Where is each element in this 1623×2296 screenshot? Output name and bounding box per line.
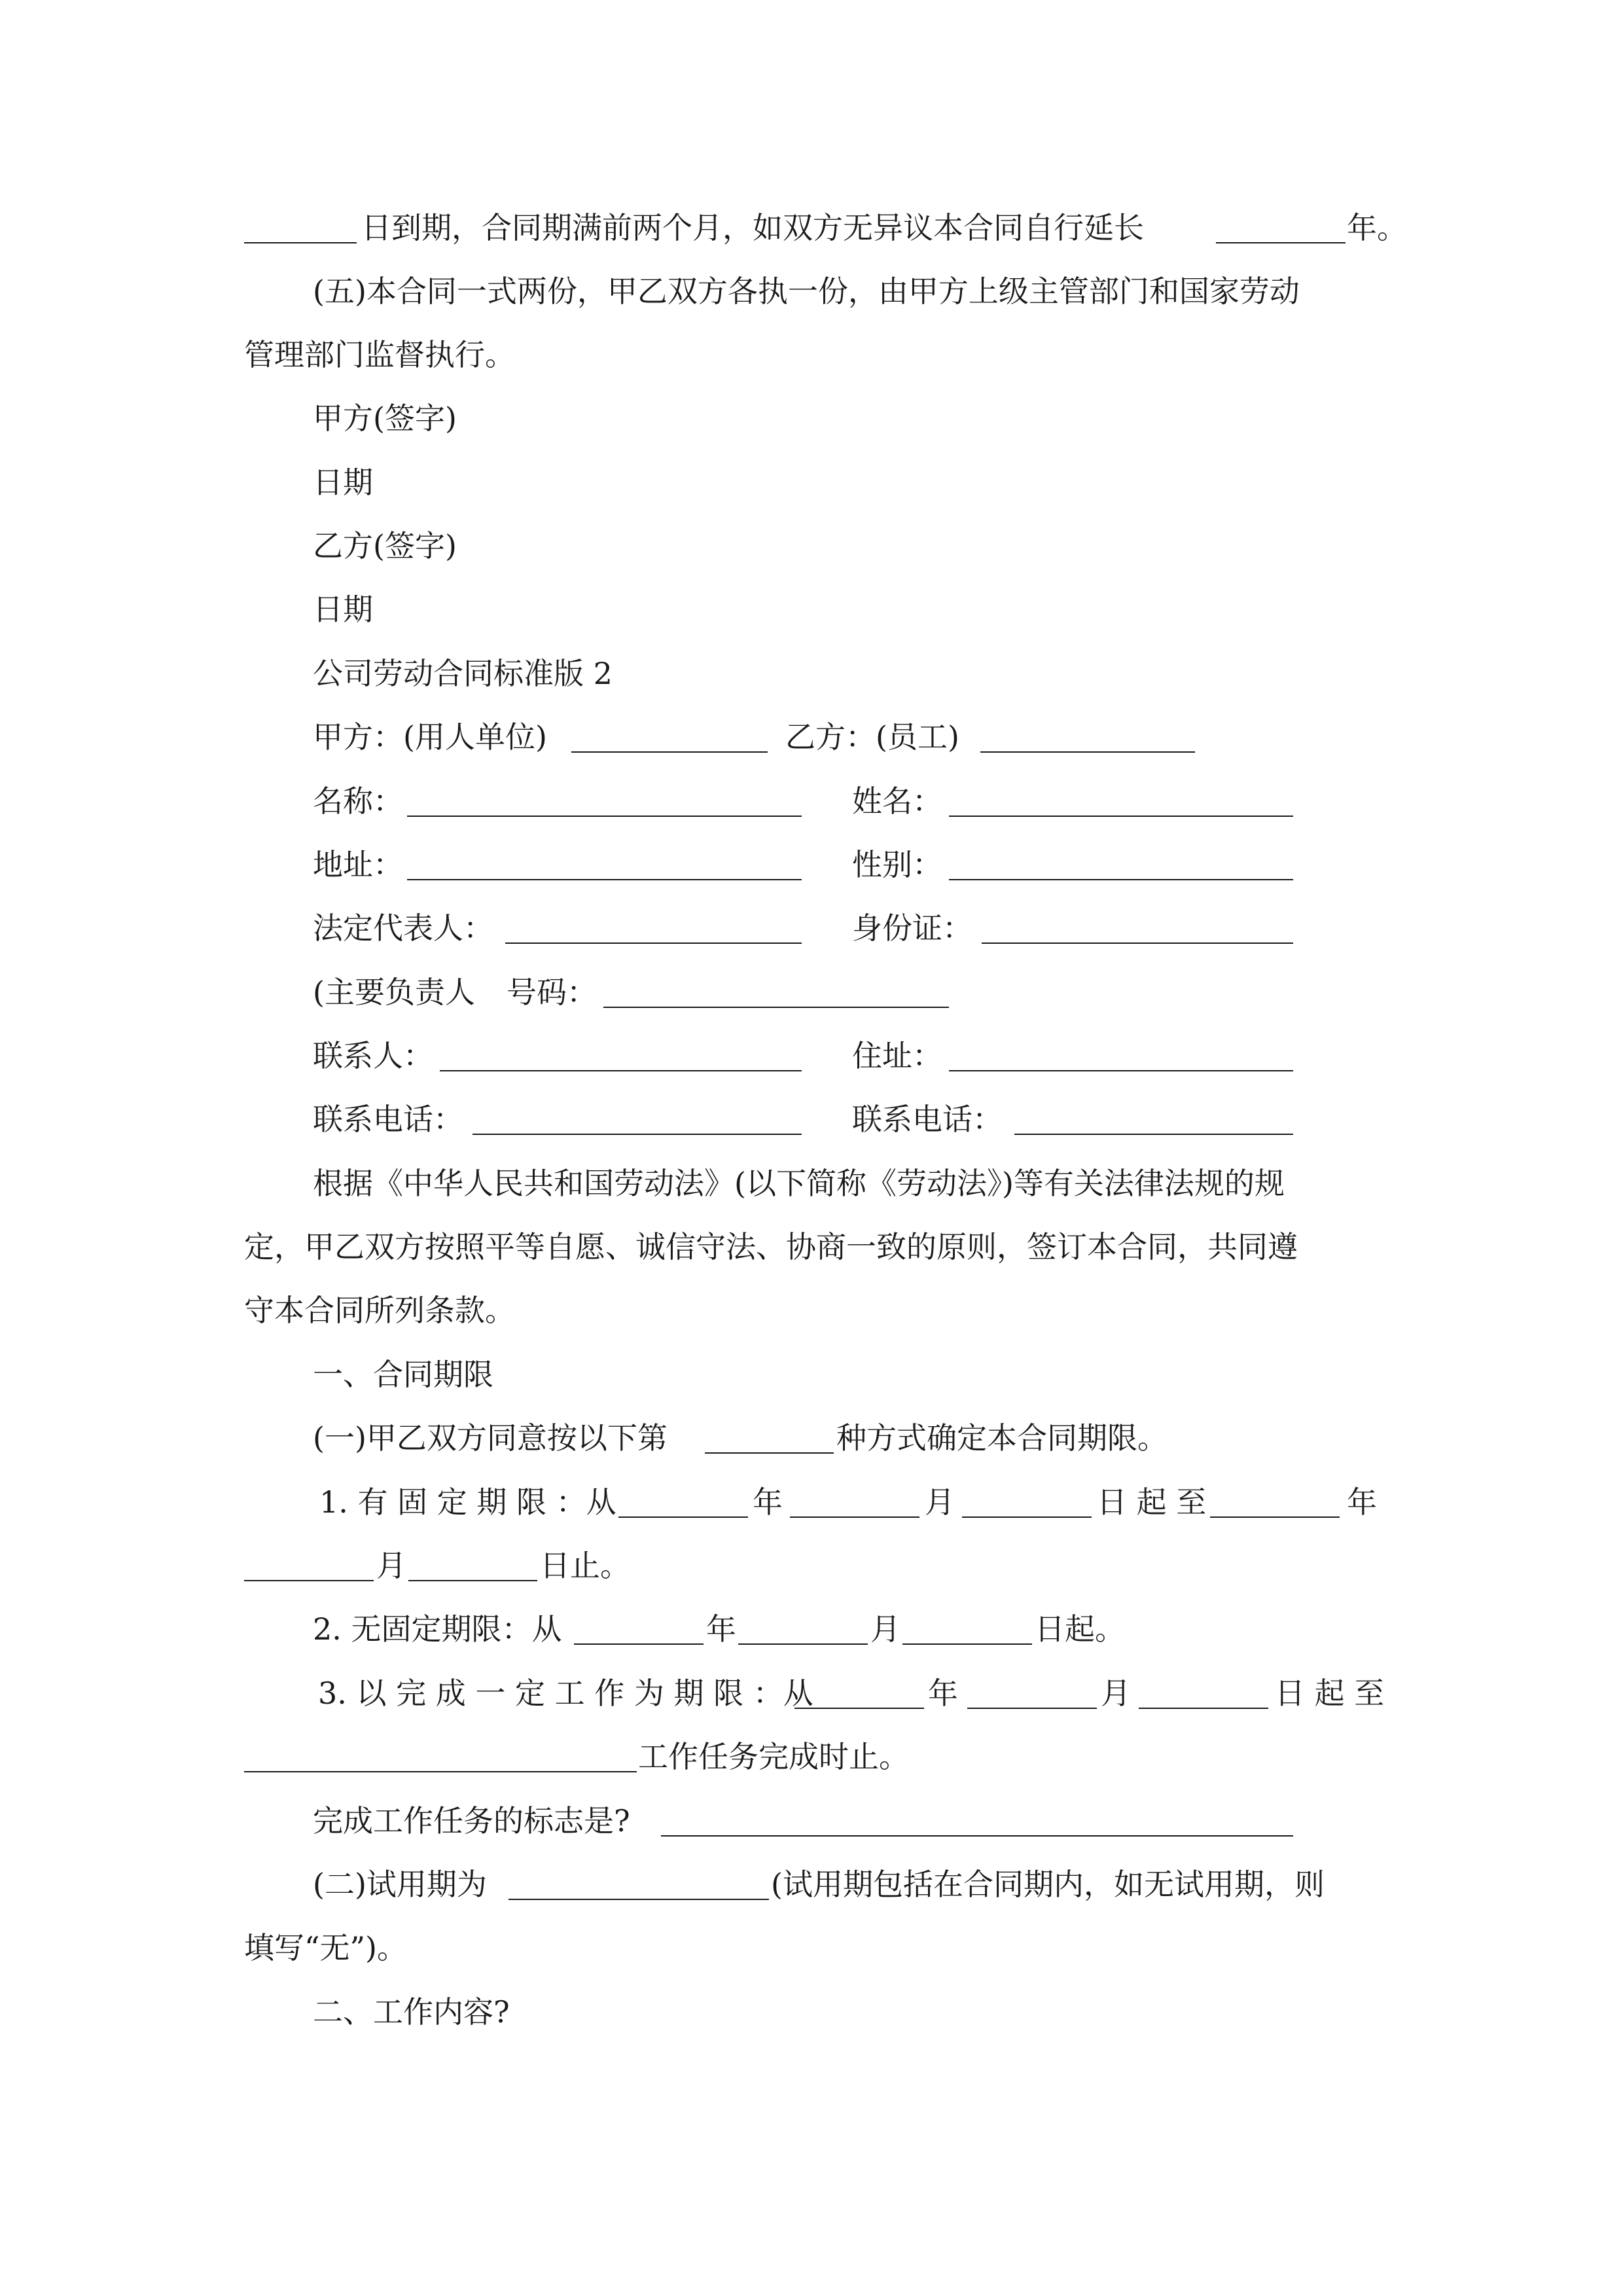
term-method-blank[interactable] [705,1418,834,1454]
party-b-signature-label: 乙方(签字) [313,528,457,564]
employee-label: 乙方：(员工) [785,719,959,755]
open-term-month-label: 月 [870,1611,901,1647]
open-term-year-label: 年 [706,1611,736,1647]
section-1-heading [0,1355,1623,1394]
employee-name-label: 姓名： [852,783,942,819]
task-term-start-year[interactable] [794,1674,924,1709]
term-extension-year-suffix: 年。 [1347,210,1407,245]
fixed-term-year-label: 年 [753,1484,783,1520]
fixed-term-end-year[interactable] [1210,1482,1340,1518]
contract-title [0,654,1623,693]
employee-phone-field[interactable] [1014,1100,1293,1135]
fixed-term-from-to: 日 起 至 [1097,1484,1207,1520]
open-term-start-day[interactable] [902,1609,1032,1645]
fixed-term-end-line [0,1546,1623,1585]
task-term-start-month[interactable] [967,1674,1097,1709]
task-term-line [0,1674,1623,1713]
employee-name-field[interactable] [949,781,1293,817]
company-address-label: 地址： [313,847,403,882]
fixed-term-start-day[interactable] [962,1482,1092,1518]
party-a-date [0,463,1623,502]
term-method-suffix: 种方式确定本合同期限。 [836,1420,1168,1456]
parties-line [0,717,1623,757]
form-row-address [0,845,1623,884]
preamble-text-1: 根据《中华人民共和国劳动法》(以下简称《劳动法》)等有关法律法规的规 [313,1166,1285,1201]
party-a-signature [0,399,1623,438]
probation-note: (试用期包括在合同期内，如无试用期，则 [771,1867,1325,1902]
term-extension-text: 日到期，合同期满前两个月，如双方无异议本合同自行延长 [361,210,1144,245]
section-1-heading-text: 一、合同期限 [313,1357,493,1392]
open-term-start-month[interactable] [738,1609,868,1645]
open-term-line [0,1609,1623,1649]
fixed-term-label: 1. 有 固 定 期 限 ：从 [319,1484,616,1520]
task-term-from-to: 日 起 至 [1275,1676,1385,1711]
id-number-field[interactable] [603,973,949,1008]
fixed-term-start-month[interactable] [790,1482,919,1518]
task-term-year-label: 年 [928,1676,958,1711]
main-person-label: (主要负责人 [313,975,475,1010]
contact-person-label: 联系人： [313,1038,433,1073]
form-row-contact [0,1036,1623,1075]
party-b-date [0,590,1623,629]
fixed-term-until: 日止。 [540,1548,630,1583]
employer-label: 甲方：(用人单位) [313,719,547,755]
probation-label: (二)试用期为 [313,1867,487,1902]
expiry-day-blank[interactable] [244,208,357,243]
party-a-date-label: 日期 [313,465,373,500]
section-2-heading-text: 二、工作内容? [313,1994,510,2030]
preamble-line-3 [0,1291,1623,1330]
task-description-field[interactable] [244,1737,637,1772]
form-row-id-number [0,973,1623,1012]
section-2-heading [0,1992,1623,2032]
employer-phone-label: 联系电话： [313,1102,463,1137]
task-term-start-day[interactable] [1139,1674,1268,1709]
company-name-field[interactable] [407,781,802,817]
task-term-label: 3. 以 完 成 一 定 工 作 为 期 限 ：从 [318,1676,813,1711]
probation-note-end: 填写“无”)。 [244,1930,407,1965]
copies-clause-line-2 [0,335,1623,374]
term-method-text: (一)甲乙双方同意按以下第 [313,1420,668,1456]
preamble-text-2: 定，甲乙双方按照平等自愿、诚信守法、协商一致的原则，签订本合同，共同遵 [244,1229,1298,1265]
company-name-label: 名称： [313,783,403,819]
term-method-line [0,1418,1623,1458]
preamble-line-2 [0,1227,1623,1266]
id-number-label: 号码： [507,975,597,1010]
copies-clause-text-1: (五)本合同一式两份，甲乙双方各执一份，由甲方上级主管部门和国家劳动 [313,274,1300,309]
copies-clause-text-2: 管理部门监督执行。 [244,337,515,372]
task-term-month-label: 月 [1101,1676,1131,1711]
party-a-signature-label: 甲方(签字) [313,401,457,436]
completion-mark-line [0,1801,1623,1840]
task-term-until: 工作任务完成时止。 [638,1739,909,1774]
task-term-end-line [0,1737,1623,1776]
open-term-start-year[interactable] [574,1609,704,1645]
fixed-term-end-year-label: 年 [1347,1484,1377,1520]
gender-label: 性别： [852,847,942,882]
residence-field[interactable] [949,1036,1293,1071]
employer-phone-field[interactable] [473,1100,802,1135]
id-card-field[interactable] [982,908,1293,944]
probation-line-2 [0,1928,1623,1967]
employer-field[interactable] [571,717,768,753]
extension-years-blank[interactable] [1216,208,1346,243]
legal-rep-field[interactable] [505,908,802,944]
legal-rep-label: 法定代表人： [313,910,493,946]
employee-field[interactable] [980,717,1195,753]
id-card-label: 身份证： [852,910,972,946]
term-extension-line [0,208,1623,247]
fixed-term-end-month-label: 月 [376,1548,406,1583]
preamble-line-1 [0,1164,1623,1203]
fixed-term-end-day[interactable] [408,1546,537,1581]
completion-mark-label: 完成工作任务的标志是? [313,1803,630,1839]
probation-line [0,1865,1623,1904]
contact-person-field[interactable] [440,1036,802,1071]
form-row-legal-rep [0,908,1623,948]
party-b-date-label: 日期 [313,592,373,627]
form-row-phone [0,1100,1623,1139]
fixed-term-end-month[interactable] [244,1546,374,1581]
company-address-field[interactable] [407,845,802,880]
party-b-signature [0,526,1623,565]
completion-mark-field[interactable] [661,1801,1293,1837]
open-term-label: 2. 无固定期限：从 [313,1611,562,1647]
fixed-term-month-label: 月 [925,1484,955,1520]
copies-clause-line-1 [0,272,1623,311]
fixed-term-start-year[interactable] [618,1482,748,1518]
contract-title-text: 公司劳动合同标准版 2 [313,656,613,691]
fixed-term-line [0,1482,1623,1522]
preamble-text-3: 守本合同所列条款。 [244,1293,515,1328]
gender-field[interactable] [949,845,1293,880]
residence-label: 住址： [852,1038,942,1073]
form-row-name [0,781,1623,821]
open-term-from: 日起。 [1035,1611,1125,1647]
probation-field[interactable] [508,1865,769,1900]
employee-phone-label: 联系电话： [852,1102,1003,1137]
